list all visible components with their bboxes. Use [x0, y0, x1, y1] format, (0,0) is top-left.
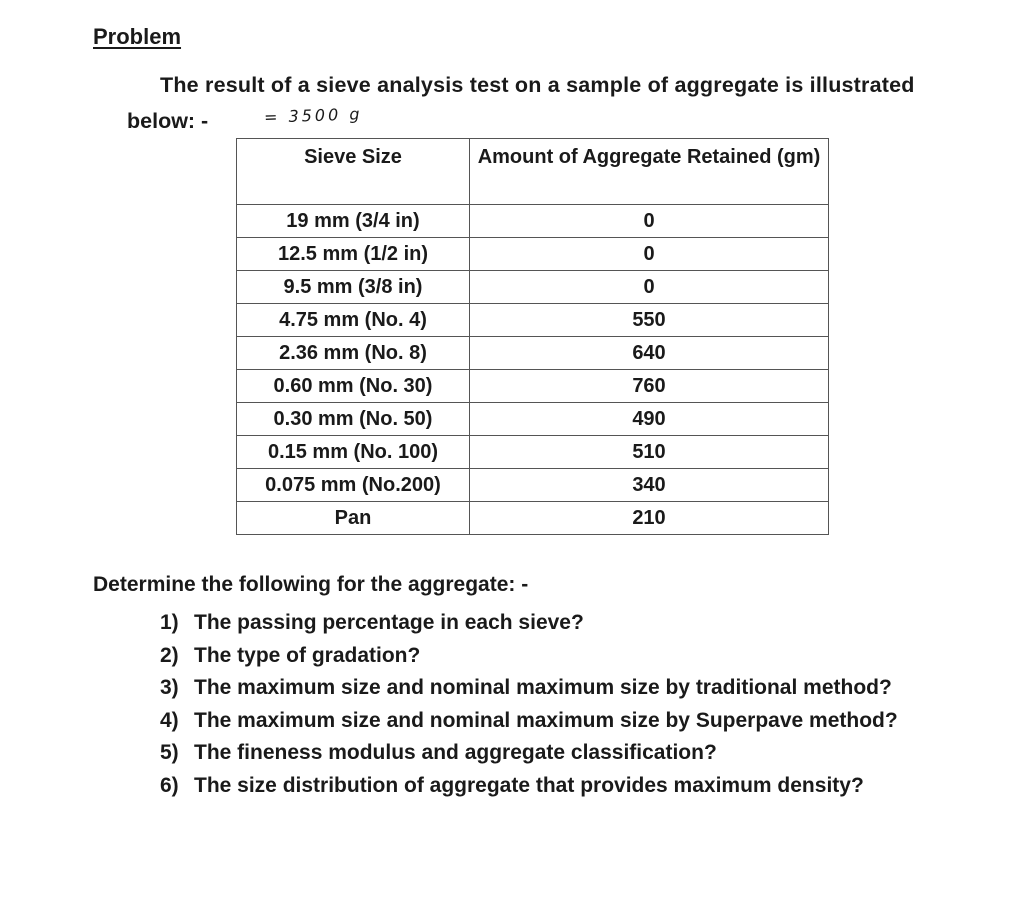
sieve-cell: 19 mm (3/4 in): [237, 205, 470, 238]
sieve-cell: 9.5 mm (3/8 in): [237, 271, 470, 304]
retained-cell: 340: [470, 469, 829, 502]
question-number: 6): [160, 773, 179, 797]
sieve-analysis-table: [236, 138, 829, 535]
table-row: [237, 502, 829, 535]
question-number: 1): [160, 611, 179, 634]
question-text: The maximum size and nominal maximum size by traditional method?: [194, 676, 892, 699]
table-row: [237, 436, 829, 469]
retained-cell: 0: [470, 205, 829, 238]
header-sieve-size: Sieve Size: [237, 139, 470, 205]
problem-heading: Problem: [93, 24, 182, 49]
table-row: [237, 403, 829, 436]
question-text: The passing percentage in each sieve?: [194, 611, 584, 634]
retained-cell: 210: [470, 502, 829, 535]
retained-cell: 640: [470, 337, 829, 370]
retained-cell: 0: [470, 271, 829, 304]
list-item: [160, 607, 898, 640]
table-row: [237, 271, 829, 304]
question-number: 3): [160, 676, 179, 699]
question-text: The maximum size and nominal maximum size by Superpave method?: [194, 708, 898, 732]
handwritten-total-note: = 3500 g: [263, 104, 363, 127]
question-text: The fineness modulus and aggregate classification?: [194, 741, 717, 764]
header-amount-retained: Amount of Aggregate Retained (gm): [470, 139, 829, 205]
retained-cell: 550: [470, 304, 829, 337]
question-list: [160, 607, 898, 802]
table-row: [237, 337, 829, 370]
question-text: The type of gradation?: [194, 643, 421, 667]
list-item: [160, 770, 898, 803]
list-item: [160, 705, 898, 738]
sieve-cell: 4.75 mm (No. 4): [237, 304, 470, 337]
question-number: 2): [160, 643, 179, 667]
retained-cell: 510: [470, 436, 829, 469]
table-row: [237, 205, 829, 238]
list-item: [160, 737, 898, 770]
intro-line-1: The result of a sieve analysis test on a sample of aggregate is illustrated: [160, 73, 915, 97]
table-row: [237, 469, 829, 502]
sieve-cell: 12.5 mm (1/2 in): [237, 238, 470, 271]
retained-cell: 490: [470, 403, 829, 436]
question-number: 5): [160, 741, 179, 764]
table-row: [237, 304, 829, 337]
intro-line-2: below: -: [127, 109, 209, 133]
retained-cell: 760: [470, 370, 829, 403]
sieve-cell: 0.15 mm (No. 100): [237, 436, 470, 469]
table-header-row: [237, 139, 829, 205]
table-row: [237, 370, 829, 403]
sieve-cell: 0.30 mm (No. 50): [237, 403, 470, 436]
sieve-cell: Pan: [237, 502, 470, 535]
question-text: The size distribution of aggregate that provides maximum density?: [194, 773, 864, 797]
list-item: [160, 672, 898, 705]
sieve-cell: 0.075 mm (No.200): [237, 469, 470, 502]
question-number: 4): [160, 708, 179, 732]
sieve-cell: 2.36 mm (No. 8): [237, 337, 470, 370]
table-row: [237, 238, 829, 271]
retained-cell: 0: [470, 238, 829, 271]
task-intro: Determine the following for the aggregate: -: [93, 573, 529, 596]
list-item: [160, 640, 898, 673]
sieve-cell: 0.60 mm (No. 30): [237, 370, 470, 403]
